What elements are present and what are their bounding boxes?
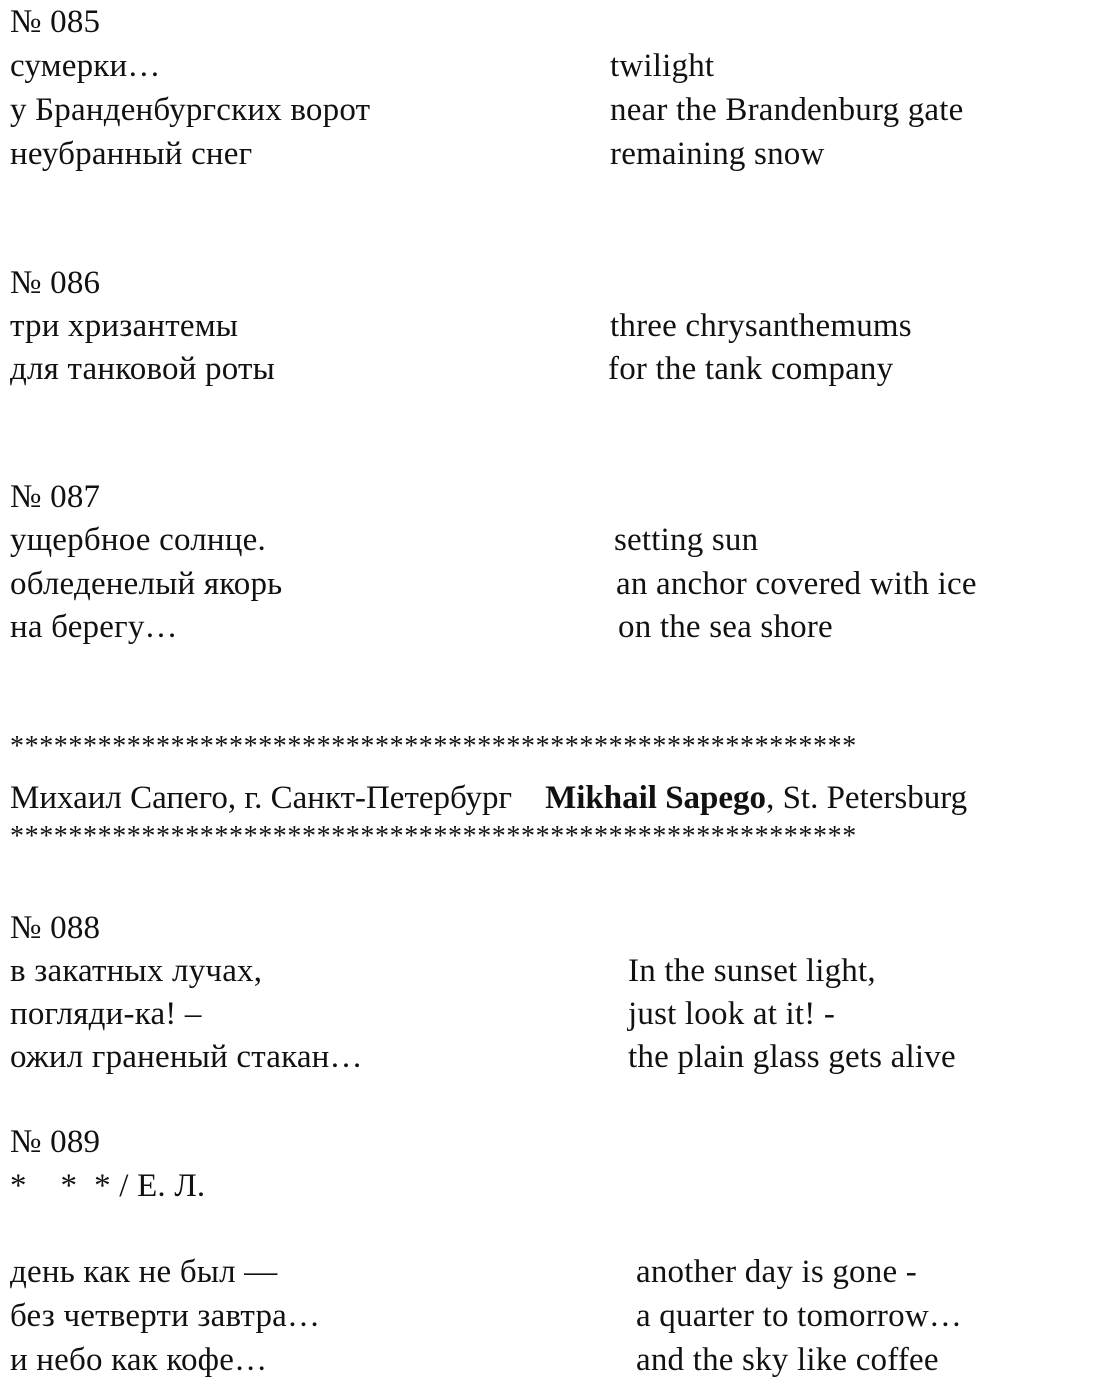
poem-line-en: near the Brandenburg gate xyxy=(610,92,964,128)
poem-line-en: on the sea shore xyxy=(618,609,833,645)
poem-line-en: remaining snow xyxy=(610,136,825,172)
author-en-rest: , St. Petersburg xyxy=(766,780,968,816)
poem-line-en: three chrysanthemums xyxy=(610,308,912,344)
poem-number: № 089 xyxy=(10,1124,101,1160)
author-ru: Михаил Сапего, г. Санкт-Петербург xyxy=(10,780,513,816)
poem-line-en: the plain glass gets alive xyxy=(628,1039,956,1075)
poem-line-en: In the sunset light, xyxy=(628,953,876,989)
poem-line-ru: погляди-ка! – xyxy=(10,996,202,1032)
poem-dedication: * * * / Е. Л. xyxy=(10,1168,206,1204)
poem-line-ru: неубранный снег xyxy=(10,136,253,172)
poem-line-en: another day is gone - xyxy=(636,1254,917,1290)
poem-line-ru: на берегу… xyxy=(10,609,178,645)
poem-number: № 085 xyxy=(10,4,101,40)
poem-line-ru: день как не был — xyxy=(10,1254,278,1290)
poem-line-ru: для танковой роты xyxy=(10,351,275,387)
poem-line-ru: ожил граненый стакан… xyxy=(10,1039,363,1075)
poem-line-en: for the tank company xyxy=(608,351,894,387)
poem-number: № 087 xyxy=(10,479,101,515)
poem-line-en: setting sun xyxy=(614,522,759,558)
poem-line-en: and the sky like coffee xyxy=(636,1342,939,1378)
separator-bottom: ********************************************************** xyxy=(10,821,857,852)
poem-line-ru: обледенелый якорь xyxy=(10,566,283,602)
author-line xyxy=(10,778,967,818)
poem-line-ru: сумерки… xyxy=(10,48,161,84)
poem-line-ru: и небо как кофе… xyxy=(10,1342,268,1378)
poem-line-ru: ущербное солнце. xyxy=(10,522,266,558)
poem-number: № 088 xyxy=(10,910,101,946)
author-en-name: Mikhail Sapego xyxy=(545,780,767,816)
poem-line-en: an anchor covered with ice xyxy=(616,566,977,602)
poem-number: № 086 xyxy=(10,265,101,301)
poem-line-ru: без четверти завтра… xyxy=(10,1298,321,1334)
poem-line-ru: у Бранденбургских ворот xyxy=(10,92,371,128)
separator-top: ********************************************************** xyxy=(10,731,857,762)
poem-line-en: just look at it! - xyxy=(628,996,836,1032)
poem-line-ru: три хризантемы xyxy=(10,308,239,344)
poem-line-en: a quarter to tomorrow… xyxy=(636,1298,963,1334)
poem-line-ru: в закатных лучах, xyxy=(10,953,263,989)
poem-line-en: twilight xyxy=(610,48,715,84)
